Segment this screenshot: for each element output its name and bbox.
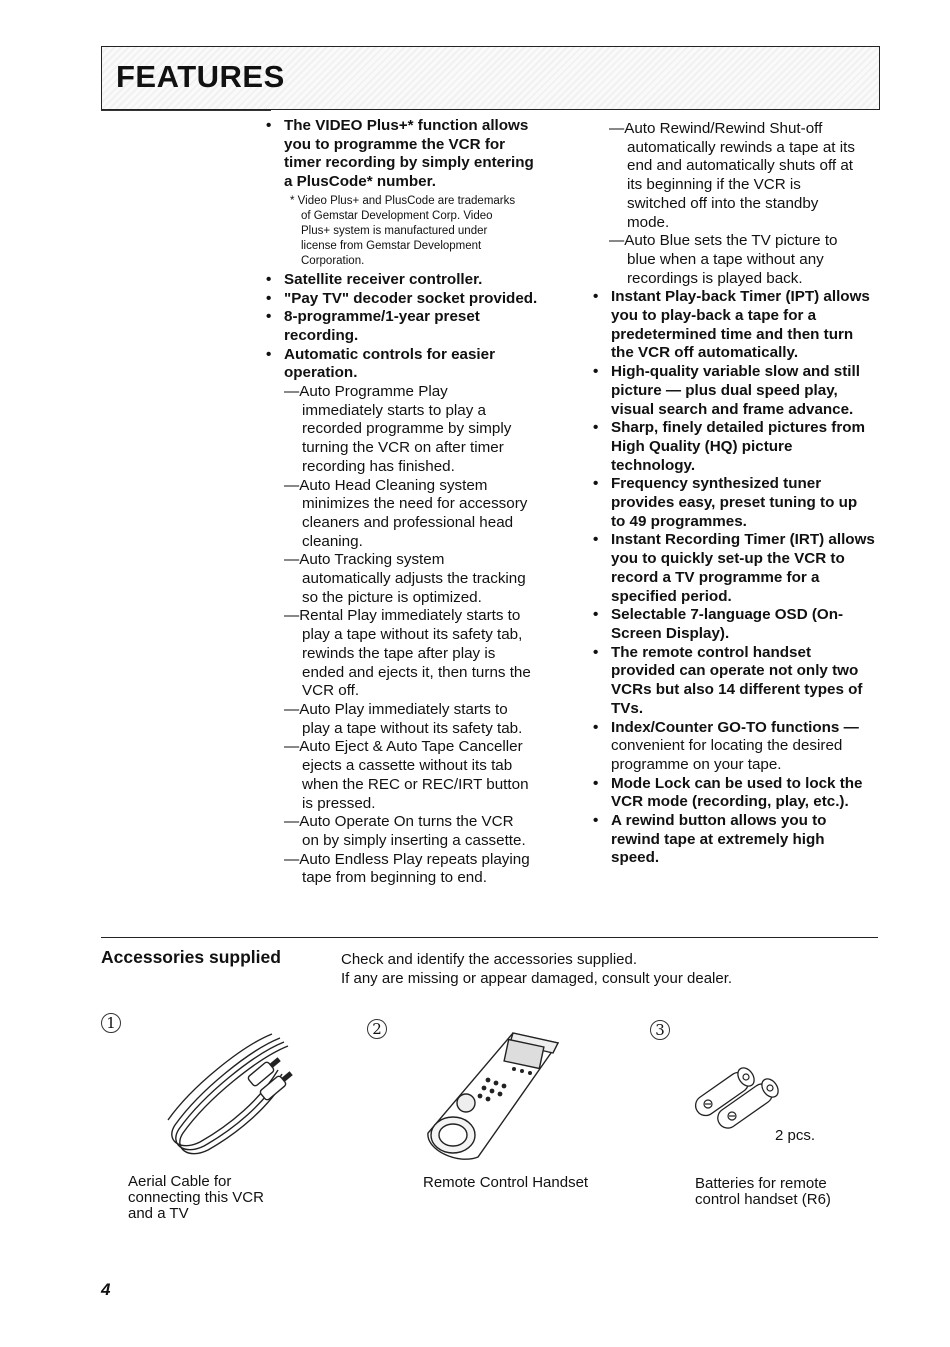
feature-variable-slow: • High-quality variable slow and still picture — plus dual speed play, visual search and frame advance.	[593, 363, 860, 418]
sub-auto-eject: —Auto Eject & Auto Tape Canceller ejects a cassette without its tab when the REC or REC/IRT button is pressed.	[284, 738, 529, 812]
feature-synthesized-tuner: • Frequency synthesized tuner provides easy, preset tuning to up to 49 programmes.	[593, 475, 858, 530]
caption-remote-control: Remote Control Handset	[423, 1174, 589, 1191]
trademark-footnote: * Video Plus+ and PlusCode are trademarks of Gemstar Development Corp. Video Plus+ system is manufactured under license from Gemstar Development Corporation.	[290, 194, 516, 267]
page-number: 4	[101, 1280, 111, 1299]
sub-auto-tracking: —Auto Tracking system automatically adjusts the tracking so the picture is optimized.	[284, 551, 526, 606]
features-header-box	[101, 46, 880, 110]
accessories-title: Accessories supplied	[101, 947, 281, 967]
batteries-icon	[688, 1058, 788, 1130]
sub-auto-rewind: —Auto Rewind/Rewind Shut-off automatically rewinds a tape at its end and automatically shuts off at its beginning if the VCR is switched off into the standby mode.	[609, 120, 855, 231]
aerial-cable-icon	[160, 1030, 300, 1160]
feature-automatic-controls: • Automatic controls for easier operation.	[266, 345, 495, 382]
features-left-column	[266, 117, 566, 888]
item-number-3: 3	[650, 1020, 670, 1040]
sub-auto-programme-play: —Auto Programme Play immediately starts to play a recorded programme by simply turning the VCR on after timer recording has finished.	[284, 383, 512, 475]
caption-batteries: Batteries for remote control handset (R6)	[695, 1175, 831, 1208]
page-title: FEATURES	[116, 59, 285, 94]
feature-instant-recording-timer: • Instant Recording Timer (IRT) allows you to quickly set-up the VCR to record a TV programme for a specified period.	[593, 531, 875, 605]
accessories-intro: Check and identify the accessories supplied. If any are missing or appear damaged, consult your dealer.	[341, 951, 733, 987]
header-underline	[101, 110, 271, 111]
section-divider	[101, 937, 878, 938]
battery-quantity: 2 pcs.	[775, 1127, 816, 1144]
feature-mode-lock: • Mode Lock can be used to lock the VCR mode (recording, play, etc.).	[593, 774, 863, 811]
sub-auto-blue: —Auto Blue sets the TV picture to blue when a tape without any recordings is played back.	[609, 232, 838, 287]
feature-hq-picture: • Sharp, finely detailed pictures from High Quality (HQ) picture technology.	[593, 419, 866, 474]
item-number-2: 2	[367, 1019, 387, 1039]
feature-instant-playback-timer: • Instant Play-back Timer (IPT) allows you to play-back a tape for a predetermined time and then turn the VCR off automatically.	[593, 288, 870, 362]
feature-osd: • Selectable 7-language OSD (On- Screen Display).	[593, 606, 844, 642]
sub-rental-play: —Rental Play immediately starts to play a tape without its safety tab, rewinds the tape after play is ended and ejects it, then turns the VCR off.	[284, 607, 531, 700]
feature-preset-recording: • 8-programme/1-year preset recording.	[266, 308, 480, 344]
feature-video-plus: • The VIDEO Plus+* function allows you to programme the VCR for timer recording by simply entering a PlusCode* number.	[266, 117, 534, 191]
sub-auto-endless-play: —Auto Endless Play repeats playing tape from beginning to end.	[284, 850, 530, 887]
sub-auto-operate-on: —Auto Operate On turns the VCR on by simply inserting a cassette.	[284, 813, 526, 849]
remote-control-icon	[418, 1025, 568, 1165]
caption-aerial-cable: Aerial Cable for connecting this VCR and a TV	[128, 1173, 264, 1222]
feature-index-counter: • Index/Counter GO-TO functions — convenient for locating the desired programme on your tape.	[593, 718, 859, 773]
features-right-column	[593, 120, 893, 868]
item-number-1: 1	[101, 1013, 121, 1033]
feature-remote-control: • The remote control handset provided can operate not only two VCRs but also 14 different types of TVs.	[593, 643, 863, 717]
sub-auto-play: —Auto Play immediately starts to play a tape without its safety tab.	[284, 700, 523, 737]
feature-rewind-button: • A rewind button allows you to rewind tape at extremely high speed.	[593, 812, 827, 867]
feature-satellite: • Satellite receiver controller.	[266, 270, 483, 288]
feature-pay-tv: • "Pay TV" decoder socket provided.	[266, 289, 538, 307]
sub-auto-head-cleaning: —Auto Head Cleaning system minimizes the need for accessory cleaners and professional head cleaning.	[284, 476, 528, 550]
